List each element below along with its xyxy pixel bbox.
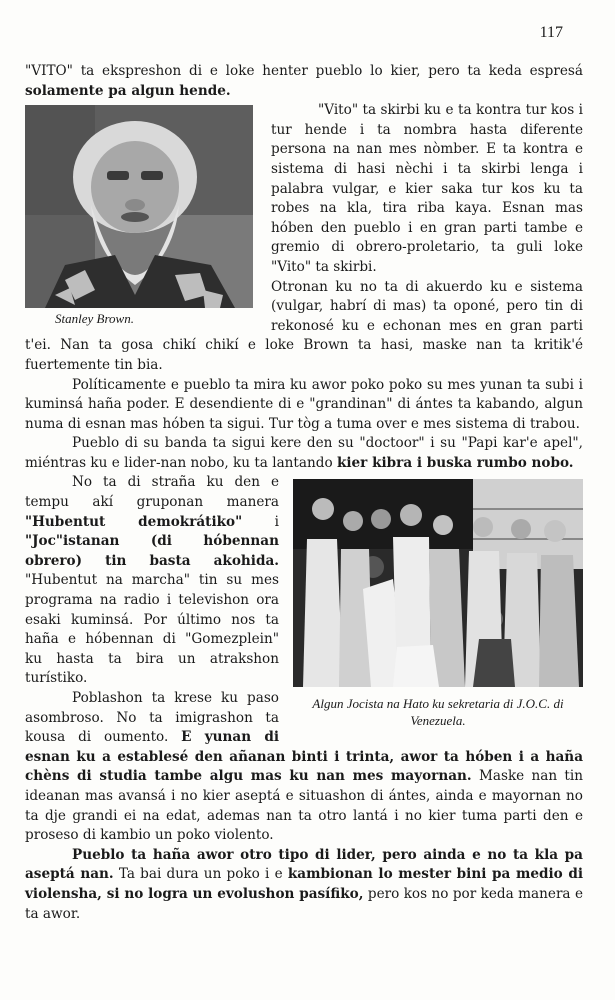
lider-text-b: kier kibra i buska rumbo nobo.	[336, 454, 574, 471]
portrait-figure	[25, 105, 253, 327]
gruponan-text-e: "Hubentut na marcha" tin su mes programa na radio i televishon ora esaki kuminsá. Por último nos ta haña e hóbennan di "Gomezplein" ku hasta ta bira un atrakshon turístiko.	[25, 572, 279, 687]
portrait-photo	[25, 105, 253, 308]
paragraph-intro	[25, 62, 583, 101]
paragraph-otronan: Otronan ku no ta di akuerdo ku e sistema (vulgar, habrí di mas) ta oponé, pero tin di rekonosé ku e echonan mes en gran parti t'ei. Nan ta gosa chikí chikí e loke Brown ta hasi, maske nan ta kritik'é fuertemente tin bia.	[25, 278, 583, 373]
poblashon-text-b: E yunan di esnan ku a establesé den añanan binti i trinta, awor ta hóben i a haña chèns di studia tambe algu mas ku nan mes mayornan.	[25, 729, 583, 785]
gruponan-text-b: "Hubentut demokrátiko"	[25, 513, 243, 530]
intro-text-a: "VITO" ta ekspreshon di e loke henter pueblo lo kier, pero ta keda espresá	[25, 63, 583, 79]
paragraph-nuevo-lider	[25, 846, 583, 924]
nuevo-lider-text-b: Ta bai dura un poko i e	[113, 866, 288, 883]
gruponan-text-a: No ta di straña ku den e tempu akí gruponan manera	[25, 474, 279, 511]
poblashon-text-c: Maske nan tin ideanan mas avansá i no kier aseptá e situashon di ántes, ainda e mayornan no ta dje grandi ei na edat, ademas nan ta otro lantá i no kier tuma parti den e proseso di kambio un poko violento.	[25, 768, 583, 844]
group-caption-line1: Algun Jocista na Hato ku sekretaria di J.O.C. di	[312, 696, 564, 712]
page-number: 117	[539, 24, 563, 41]
intro-text-b: solamente pa algun hende.	[25, 82, 231, 99]
group-caption-line2: Venezuela.	[410, 713, 466, 729]
body-text	[25, 62, 583, 924]
group-figure	[293, 479, 583, 729]
group-photo	[293, 479, 583, 687]
paragraph-politika: Políticamente e pueblo ta mira ku awor poko poko su mes yunan ta subi i kuminsá haña poder. E desendiente di e "grandinan" di ántes ta kabando, algun numa di esnan mas hóben ta sigui. Tur tòg a tuma over e mes sistema di trabou.	[25, 376, 583, 432]
portrait-caption: Stanley Brown.	[55, 311, 134, 327]
nuevo-lider-text-d: pero kos no por keda manera e ta awor.	[25, 885, 583, 922]
gruponan-text-d: "Joc"istanan (di hóbennan obrero) tin basta akohida.	[25, 533, 279, 569]
group-photo-drawing	[293, 479, 583, 687]
gruponan-text-c: i	[242, 513, 280, 530]
paragraph-lider	[25, 434, 583, 473]
paragraph-vito: "Vito" ta skirbi ku e ta kontra tur kos i tur hende i ta nombra hasta diferente persona na nan mes nòmber. E ta kontra e sistema di hasi nèchi i ta skirbi lenga i palabra vulgar, e kier saka tur kos ku ta robes na kla, tira riba kaya. Esnan mas hóben den pueblo i en gran parti tambe e gremio di obrero-proletario, ta guli loke "Vito" ta skirbi.	[271, 102, 583, 275]
group-caption	[293, 695, 583, 729]
poblashon-text-a: Poblashon ta krese ku paso asombroso. No ta imigrashon ta kousa di oumento.	[25, 690, 279, 746]
nuevo-lider-text-c: kambionan lo mester bini pa medio di violensha, si no logra un evolushon pasífiko,	[25, 866, 584, 902]
portrait-photo-drawing	[25, 105, 253, 308]
nuevo-lider-text-a: Pueblo ta haña awor otro tipo di lider, pero ainda e no ta kla pa aseptá nan.	[25, 846, 583, 883]
lider-text-a: Pueblo di su banda ta sigui kere den su "doctoor" i su "Papi kar'e apel", miéntras ku e lider-nan nobo, ku ta lantando	[25, 435, 583, 471]
